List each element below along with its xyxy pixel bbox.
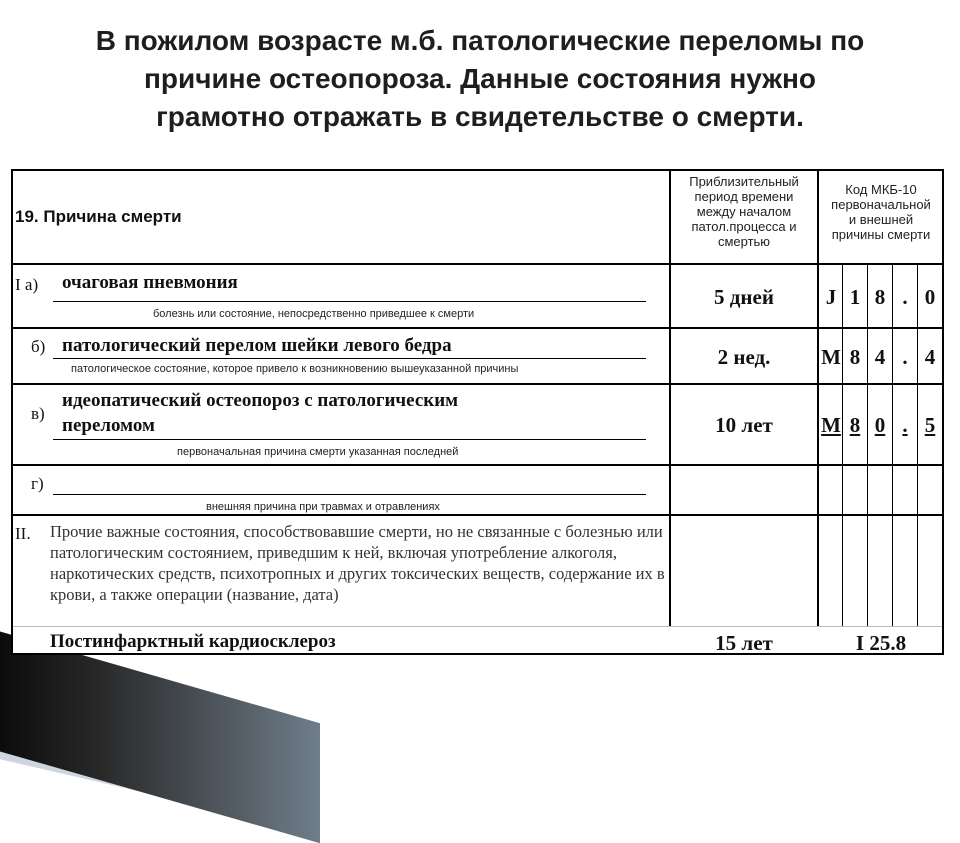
row-divider-d	[13, 514, 942, 516]
row-a-code-2: 1	[849, 285, 861, 309]
title-line-1: В пожилом возрасте м.б. патологические переломы по	[95, 25, 865, 56]
row-a-code-3: 8	[874, 285, 886, 309]
part2-period: 15 лет	[715, 631, 773, 655]
row-d-label: г)	[31, 474, 44, 493]
code-cell-divider-4	[917, 263, 918, 626]
row-c-code-3: 0	[874, 413, 886, 437]
part2-label: II.	[15, 524, 31, 543]
row-a-code-1: J	[825, 285, 837, 309]
icd-header: Код МКБ-10 первоначальной и внешней причины смерти	[831, 182, 931, 242]
period-header: Приблизительный период времени между началом патол.процесса и смертью	[689, 174, 799, 249]
row-a-label: I а)	[15, 275, 39, 294]
slide-title	[20, 22, 940, 136]
row-b-underline	[53, 358, 646, 359]
row-divider-part2	[13, 626, 942, 627]
row-c-code-1: М	[821, 413, 841, 437]
row-b-label: б)	[31, 337, 46, 356]
cause-of-death-heading: 19. Причина смерти	[15, 207, 182, 226]
row-b-code-1: М	[821, 345, 841, 369]
row-b-diagnosis: патологический перелом шейки левого бедра	[62, 335, 452, 356]
row-c-caption: первоначальная причина смерти указанная последней	[177, 446, 459, 458]
row-c-code-5: 5	[924, 413, 936, 437]
row-b-code-2: 8	[849, 345, 861, 369]
row-c-code-2: 8	[849, 413, 861, 437]
row-b-period: 2 нед.	[717, 345, 771, 369]
row-a-code-4: .	[902, 285, 908, 309]
row-c-underline	[53, 439, 646, 440]
title-line-2: причине остеопороза. Данные состояния нужно	[143, 63, 817, 94]
row-c-code-4: .	[902, 413, 908, 437]
row-a-period: 5 дней	[714, 285, 774, 309]
row-b-code-4: .	[902, 345, 908, 369]
part2-description: Прочие важные состояния, способствовавшие смерти, но не связанные с болезнью или патологическим состоянием, приведшим к ней, включая употребление алкоголя, наркотических средств, психотропных и других токсических веществ, содержание их в крови, а также операции (название, дата)	[50, 522, 665, 604]
title-line-3: грамотно отражать в свидетельстве о смерти.	[156, 101, 804, 132]
code-cell-divider-3	[892, 263, 893, 626]
row-c-period: 10 лет	[715, 413, 773, 437]
row-b-code-5: 4	[924, 345, 936, 369]
row-divider-header	[13, 263, 942, 265]
row-b-code-3: 4	[874, 345, 886, 369]
row-a-diagnosis: очаговая пневмония	[62, 272, 238, 293]
row-a-caption: болезнь или состояние, непосредственно приведшее к смерти	[153, 308, 475, 320]
death-certificate-form	[11, 169, 944, 655]
code-cell-divider-2	[867, 263, 868, 626]
row-divider-a	[13, 327, 942, 329]
part2-entry: Постинфарктный кардиосклероз	[50, 631, 336, 652]
row-divider-b	[13, 383, 942, 385]
part2-code: I 25.8	[855, 631, 907, 655]
row-a-code-5: 0	[924, 285, 936, 309]
row-divider-c	[13, 464, 942, 466]
row-c-diagnosis-line-2: переломом	[62, 415, 155, 436]
code-cell-divider-1	[842, 263, 843, 626]
row-d-caption: внешняя причина при травмах и отравлениях	[206, 501, 440, 513]
row-c-diagnosis-line-1: идеопатический остеопороз с патологическим	[62, 390, 459, 411]
row-c-label: в)	[31, 404, 45, 423]
row-d-underline	[53, 494, 646, 495]
row-a-underline	[53, 301, 646, 302]
row-b-caption: патологическое состояние, которое привело к возникновению вышеуказанной причины	[71, 363, 519, 375]
